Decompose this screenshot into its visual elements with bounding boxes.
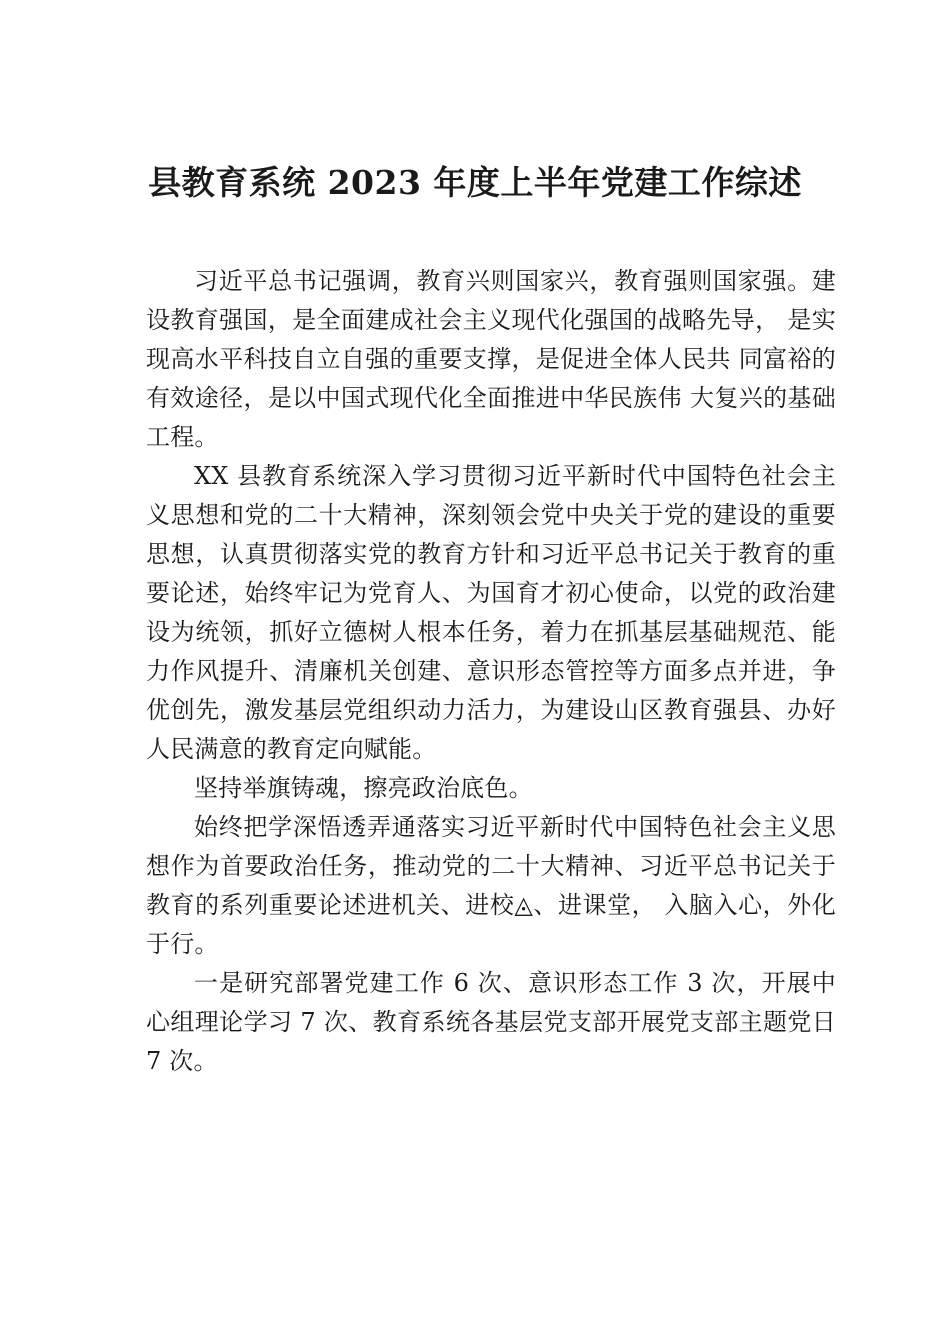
document-body [146,262,836,1081]
document-title: 县教育系统 2023 年度上半年党建工作综述 [148,163,802,202]
paragraph-study: 始终把学深悟透弄通落实习近平新时代中国特色社会主义思想作为首要政治任务，推动党的二十大精神、习近平总书记关于教育的系列重要论述进机关、进校◬、进课堂， 入脑入心，外化于行。 [146,813,836,958]
paragraph-item-one: 一是研究部署党建工作 6 次、意识形态工作 3 次，开展中心组理论学习 7 次、教育系统各基层党支部开展党支部主题党日 7 次。 [146,969,836,1075]
paragraph-intro: 习近平总书记强调，教育兴则国家兴，教育强则国家强。建设教育强国，是全面建成社会主义现代化强国的战略先导， 是实现高水平科技自立自强的重要支撑，是促进全体人民共 同富裕的有效途径，是以中国式现代化全面推进中华民族伟 大复兴的基础工程。 [146,267,836,451]
paragraph-overview: XX 县教育系统深入学习贯彻习近平新时代中国特色社会主义思想和党的二十大精神，深刻领会党中央关于党的建设的重要思想，认真贯彻落实党的教育方针和习近平总书记关于教育的重要论述，始终牢记为党育人、为国育才初心使命，以党的政治建设为统领，抓好立德树人根本任务，着力在抓基层基础规范、能力作风提升、清廉机关创建、意识形态管控等方面多点并进，争优创先，激发基层党组织动力活力，为建设山区教育强县、办好人民满意的教育定向赋能。 [146,462,836,763]
section-heading: 坚持举旗铸魂，擦亮政治底色。 [194,774,533,802]
